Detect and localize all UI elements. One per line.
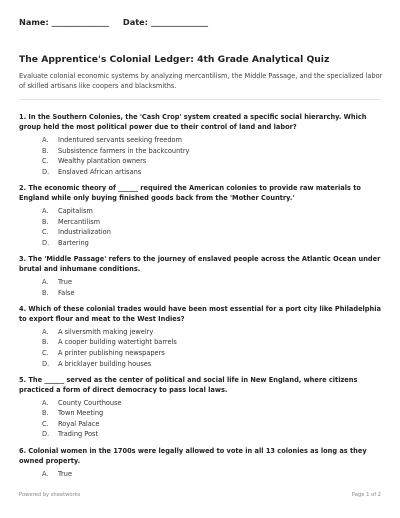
- option-letter: D.: [42, 359, 50, 368]
- option-letter: A.: [42, 136, 49, 144]
- option-text: True: [58, 469, 73, 478]
- footer-branding: Powered by sheetworks: [19, 492, 81, 498]
- question-5: [19, 375, 384, 440]
- question-text: 1. In the Southern Colonies, the 'Cash Crop' system created a specific social hierarchy. Which group held the most political power due to their control of land and labor?: [19, 113, 367, 131]
- answer-option: [19, 429, 384, 440]
- option-text: False: [58, 288, 75, 297]
- question-text: 4. Which of these colonial trades would have been most essential for a port city like Philadelphia to export flour and meat to the West Indies?: [19, 304, 381, 323]
- option-text: A printer publishing newspapers: [58, 348, 165, 357]
- option-letter: C.: [42, 348, 49, 357]
- option-text: Wealthy plantation owners: [58, 157, 147, 166]
- option-text: Royal Palace: [58, 419, 100, 428]
- answer-option: [19, 146, 384, 157]
- answer-option: [19, 217, 384, 228]
- page-number: Page 1 of 2: [351, 492, 381, 498]
- question-text: 6. Colonial women in the 1700s were legally allowed to vote in all 13 colonies as long as they owned property.: [19, 446, 367, 465]
- option-text: Trading Post: [58, 430, 99, 439]
- option-text: Industrialization: [58, 228, 111, 237]
- answer-option: [19, 337, 384, 348]
- answer-option: [19, 238, 384, 249]
- answer-option: [19, 227, 384, 238]
- option-text: Capitalism: [58, 206, 93, 215]
- answer-option: [19, 206, 384, 217]
- quiz-title: The Apprentice's Colonial Ledger: 4th Grade Analytical Quiz: [19, 54, 330, 65]
- option-letter: D.: [42, 238, 50, 247]
- option-letter: A.: [42, 277, 49, 286]
- name-date-line: [19, 17, 208, 27]
- question-6: [19, 446, 384, 480]
- question-list: [19, 112, 384, 485]
- answer-option: [19, 469, 384, 480]
- option-text: Enslaved African artisans: [58, 167, 142, 176]
- question-1: [19, 112, 384, 177]
- option-letter: A.: [42, 398, 49, 407]
- option-letter: C.: [42, 228, 49, 237]
- answer-option: [19, 398, 384, 409]
- option-letter: A.: [42, 469, 49, 478]
- option-text: A silversmith making jewelry: [58, 327, 154, 336]
- option-text: County Courthouse: [58, 398, 122, 407]
- quiz-instructions: Evaluate colonial economic systems by analyzing mercantilism, the Middle Passage, and the specialized labor of skilled artisans like coopers and blacksmiths.: [19, 72, 383, 90]
- option-letter: A.: [42, 206, 49, 215]
- question-3: [19, 254, 384, 298]
- answer-option: [19, 167, 384, 178]
- option-letter: B.: [42, 409, 49, 418]
- answer-option: [19, 419, 384, 430]
- question-4: [19, 304, 384, 369]
- question-text: 2. The economic theory of ______ required the American colonies to provide raw materials to England while only buying finished goods back from the 'Mother Country.': [19, 183, 361, 202]
- option-letter: A.: [42, 327, 49, 336]
- answer-option: [19, 156, 384, 167]
- divider: [19, 99, 381, 100]
- option-letter: D.: [42, 430, 50, 439]
- option-text: Mercantilism: [58, 217, 101, 226]
- option-text: A bricklayer building houses: [58, 359, 152, 368]
- answer-option: [19, 408, 384, 419]
- option-text: Subsistence farmers in the backcountry: [58, 146, 190, 155]
- option-letter: B.: [42, 338, 49, 347]
- option-letter: C.: [42, 157, 49, 166]
- answer-option: [19, 348, 384, 359]
- option-letter: B.: [42, 217, 49, 226]
- question-text: 3. The 'Middle Passage' refers to the journey of enslaved people across the Atlantic Ocean under brutal and inhumane conditions.: [19, 254, 381, 273]
- answer-option: [19, 277, 384, 288]
- question-text: 5. The ______ served as the center of political and social life in New England, where citizens practiced a form of direct democracy to pass local laws.: [19, 375, 358, 394]
- page-footer: [19, 492, 381, 498]
- option-text: Bartering: [58, 238, 89, 247]
- option-text: A cooper building watertight barrels: [58, 338, 177, 347]
- question-2: [19, 183, 384, 248]
- answer-option: [19, 359, 384, 370]
- date-field-label: Date: ______________: [122, 17, 209, 27]
- option-text: True: [58, 277, 73, 286]
- answer-option: [19, 327, 384, 338]
- option-letter: B.: [42, 288, 49, 297]
- answer-option: [19, 135, 384, 146]
- option-text: Indentured servants seeking freedom: [58, 136, 182, 144]
- option-letter: B.: [42, 146, 49, 155]
- option-letter: D.: [42, 167, 50, 176]
- answer-option: [19, 288, 384, 299]
- option-letter: C.: [42, 419, 49, 428]
- name-field-label: Name: ______________: [19, 17, 109, 27]
- option-text: Town Meeting: [58, 409, 104, 418]
